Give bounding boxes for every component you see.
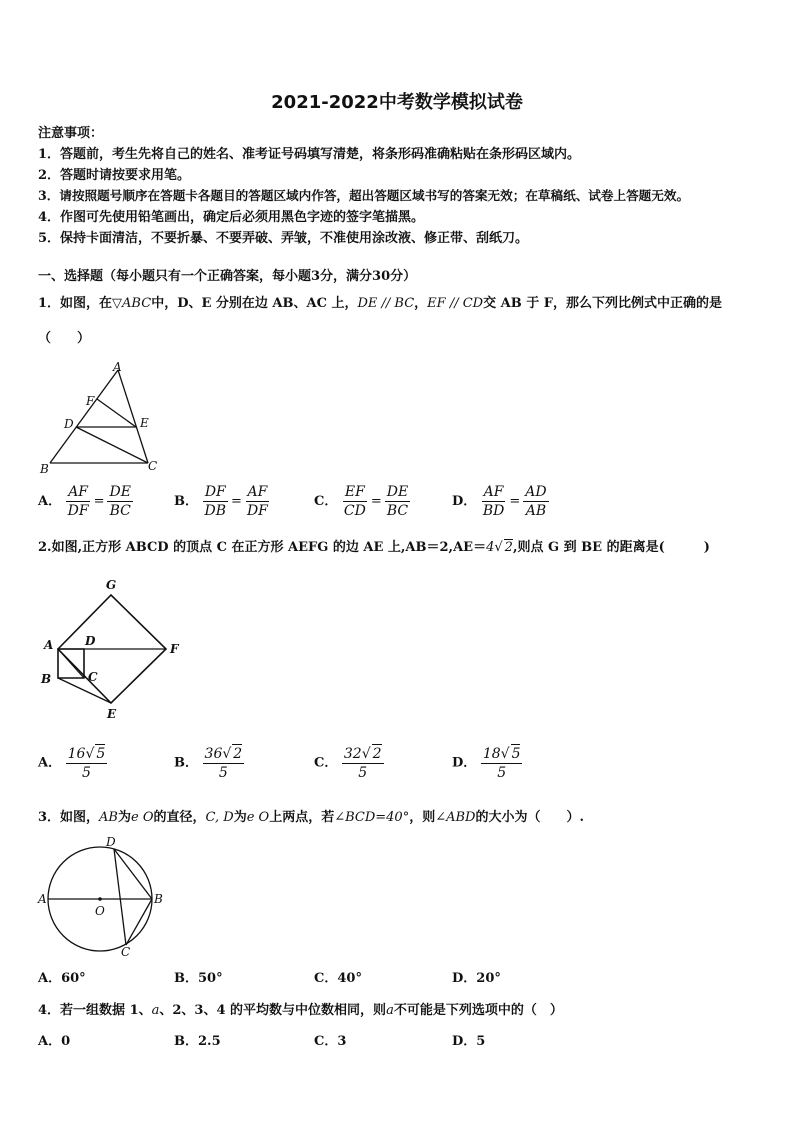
option-b[interactable]: B． $\frac{36√ 2}{5}$ — [174, 746, 243, 781]
option-d[interactable]: D．5 — [452, 1034, 486, 1049]
label-a: A — [44, 638, 54, 652]
label-d: D — [85, 634, 96, 648]
label-c: C — [88, 670, 98, 684]
question-2-text: 2.如图,正方形 ABCD 的顶点 C 在正方形 AEFG 的边 AE 上,AB＝2,AE＝4√ 2,则点 G 到 BE 的距离是( ) — [38, 540, 710, 555]
label-a: A — [113, 360, 122, 374]
circle-figure — [36, 832, 166, 960]
option-a[interactable]: A．60° — [38, 971, 86, 986]
question-4-text: 4．若一组数据 1、a、2、3、4 的平均数与中位数相同，则a不可能是下列选项中的（ ） — [38, 1003, 563, 1018]
label-f: F — [170, 642, 179, 656]
option-a[interactable]: A． $\frac{16√ 5}{5}$ — [38, 746, 106, 781]
question-3-text: 3．如图，AB为e O的直径，C, D为e O上两点，若∠BCD=40°，则∠ABD的大小为（ ）. — [38, 810, 585, 825]
option-d[interactable]: D． $\frac{18√ 5}{5}$ — [452, 746, 521, 781]
question-1-paren: （ ） — [38, 331, 91, 346]
option-c[interactable]: C． $\frac{EF}{CD}$ = $\frac{DE}{BC}$ — [314, 484, 409, 519]
label-b: B — [154, 892, 163, 906]
option-c[interactable]: C． $\frac{32√ 2}{5}$ — [314, 746, 382, 781]
squares-figure — [38, 575, 188, 725]
option-b[interactable]: B．50° — [174, 971, 223, 986]
notice-item: 5．保持卡面清洁，不要折暴、不要弄破、弄皱，不准使用涂改液、修正带、刮纸刀。 — [38, 231, 529, 246]
option-c[interactable]: C．3 — [314, 1034, 347, 1049]
label-a: A — [38, 892, 47, 906]
option-c[interactable]: C．40° — [314, 971, 362, 986]
notice-item: 1．答题前，考生先将自己的姓名、准考证号码填写清楚，将条形码准确粘贴在条形码区域内。 — [38, 147, 581, 162]
option-d[interactable]: D．20° — [452, 971, 501, 986]
option-d[interactable]: D． $\frac{AF}{BD}$ = $\frac{AD}{AB}$ — [452, 484, 547, 519]
notice-item: 2．答题时请按要求用笔。 — [38, 168, 191, 183]
label-b: B — [40, 462, 49, 476]
question-1-text: 1．如图，在▽ABC中，D、E 分别在边 AB、AC 上，DE // BC，EF // CD交 AB 于 F，那么下列比例式中正确的是 — [38, 296, 722, 311]
label-d: D — [64, 417, 74, 431]
triangle-figure — [38, 360, 168, 478]
option-a[interactable]: A．0 — [38, 1034, 71, 1049]
option-b[interactable]: B．2.5 — [174, 1034, 221, 1049]
label-f: F — [86, 394, 95, 408]
option-b[interactable]: B． $\frac{DF}{DB}$ = $\frac{AF}{DF}$ — [174, 484, 268, 519]
label-c: C — [148, 459, 158, 473]
label-b: B — [41, 672, 52, 686]
notice-item: 4．作图可先使用铅笔画出，确定后必须用黑色字迹的签字笔描黑。 — [38, 210, 425, 225]
notice-heading: 注意事项： — [38, 126, 104, 141]
label-g: G — [106, 578, 117, 592]
page-title: 2021-2022中考数学模拟试卷 — [271, 92, 523, 113]
label-e: E — [140, 416, 149, 430]
label-d: D — [106, 835, 116, 849]
label-e: E — [107, 707, 117, 721]
option-a[interactable]: A． $\frac{AF}{DF}$ = $\frac{DE}{BC}$ — [38, 484, 131, 519]
notice-item: 3．请按照题号顺序在答题卡各题目的答题区域内作答，超出答题区域书写的答案无效；在草稿纸、试卷上答题无效。 — [38, 188, 690, 203]
label-c: C — [121, 945, 131, 959]
section-heading: 一、选择题（每小题只有一个正确答案，每小题3分，满分30分） — [38, 269, 417, 284]
label-o: O — [95, 904, 105, 918]
